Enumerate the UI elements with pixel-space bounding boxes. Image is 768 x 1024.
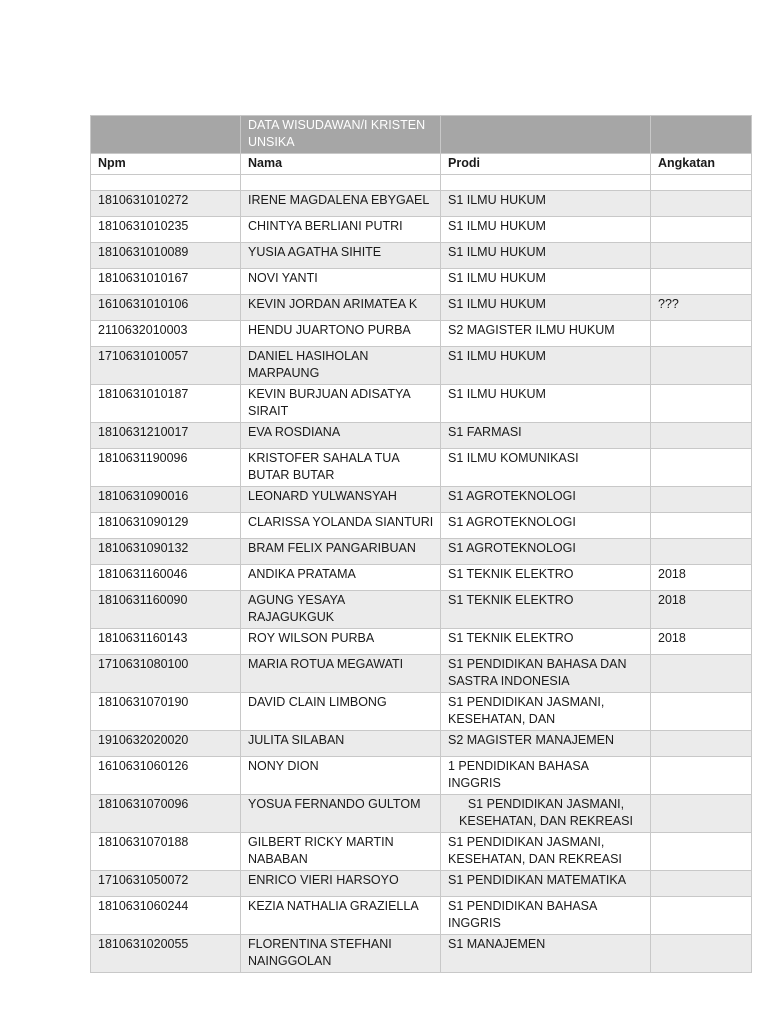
nama-cell: AGUNG YESAYA RAJAGUKGUK xyxy=(241,591,441,629)
nama-cell: NONY DION xyxy=(241,757,441,795)
angkatan-cell xyxy=(651,269,752,295)
prodi-cell: S1 PENDIDIKAN BAHASA INGGRIS xyxy=(441,897,651,935)
table-row xyxy=(91,487,752,513)
angkatan-cell xyxy=(651,513,752,539)
angkatan-cell xyxy=(651,385,752,423)
header-row xyxy=(91,154,752,175)
prodi-cell: S1 ILMU KOMUNIKASI xyxy=(441,449,651,487)
npm-cell: 1710631080100 xyxy=(91,655,241,693)
table-row xyxy=(91,449,752,487)
nama-cell: LEONARD YULWANSYAH xyxy=(241,487,441,513)
nama-cell: GILBERT RICKY MARTIN NABABAN xyxy=(241,833,441,871)
nama-cell: FLORENTINA STEFHANI NAINGGOLAN xyxy=(241,935,441,973)
prodi-cell: S1 ILMU HUKUM xyxy=(441,347,651,385)
angkatan-cell xyxy=(651,243,752,269)
table-row xyxy=(91,513,752,539)
nama-cell: IRENE MAGDALENA EBYGAEL xyxy=(241,191,441,217)
nama-cell: CLARISSA YOLANDA SIANTURI xyxy=(241,513,441,539)
npm-cell: 1810631160046 xyxy=(91,565,241,591)
nama-cell: DANIEL HASIHOLAN MARPAUNG xyxy=(241,347,441,385)
npm-cell: 1810631090132 xyxy=(91,539,241,565)
table-row xyxy=(91,423,752,449)
blank-cell xyxy=(91,175,241,191)
table-row xyxy=(91,217,752,243)
nama-cell: ROY WILSON PURBA xyxy=(241,629,441,655)
nama-cell: YOSUA FERNANDO GULTOM xyxy=(241,795,441,833)
npm-cell: 1810631010235 xyxy=(91,217,241,243)
table-row xyxy=(91,243,752,269)
table-row xyxy=(91,321,752,347)
angkatan-cell xyxy=(651,191,752,217)
table-row xyxy=(91,935,752,973)
npm-cell: 1810631010089 xyxy=(91,243,241,269)
nama-cell: CHINTYA BERLIANI PUTRI xyxy=(241,217,441,243)
prodi-cell: S1 AGROTEKNOLOGI xyxy=(441,487,651,513)
table-row xyxy=(91,295,752,321)
nama-cell: KEVIN JORDAN ARIMATEA K xyxy=(241,295,441,321)
npm-cell: 1810631190096 xyxy=(91,449,241,487)
npm-cell: 1810631010187 xyxy=(91,385,241,423)
prodi-cell: S1 MANAJEMEN xyxy=(441,935,651,973)
angkatan-cell: 2018 xyxy=(651,629,752,655)
prodi-cell: S1 ILMU HUKUM xyxy=(441,295,651,321)
angkatan-cell: ??? xyxy=(651,295,752,321)
nama-cell: ENRICO VIERI HARSOYO xyxy=(241,871,441,897)
table-row xyxy=(91,897,752,935)
prodi-cell: S1 ILMU HUKUM xyxy=(441,191,651,217)
title-spacer-cell xyxy=(651,116,752,154)
npm-cell: 1910632020020 xyxy=(91,731,241,757)
prodi-cell: S1 AGROTEKNOLOGI xyxy=(441,539,651,565)
table-row xyxy=(91,833,752,871)
blank-cell xyxy=(441,175,651,191)
table-row xyxy=(91,591,752,629)
prodi-cell: 1 PENDIDIKAN BAHASA INGGRIS xyxy=(441,757,651,795)
prodi-cell: S1 FARMASI xyxy=(441,423,651,449)
prodi-cell: S1 ILMU HUKUM xyxy=(441,385,651,423)
table-row xyxy=(91,269,752,295)
students-table xyxy=(90,115,752,973)
prodi-cell: S1 PENDIDIKAN JASMANI, KESEHATAN, DAN REKREASI xyxy=(441,795,651,833)
prodi-cell: S1 PENDIDIKAN BAHASA DAN SASTRA INDONESIA xyxy=(441,655,651,693)
blank-cell xyxy=(241,175,441,191)
npm-cell: 1610631010106 xyxy=(91,295,241,321)
prodi-cell: S1 PENDIDIKAN JASMANI, KESEHATAN, DAN xyxy=(441,693,651,731)
angkatan-cell xyxy=(651,347,752,385)
angkatan-cell xyxy=(651,731,752,757)
npm-cell: 1810631160143 xyxy=(91,629,241,655)
title-row xyxy=(91,116,752,154)
prodi-cell: S1 PENDIDIKAN JASMANI, KESEHATAN, DAN REKREASI xyxy=(441,833,651,871)
table-row xyxy=(91,871,752,897)
nama-cell: DAVID CLAIN LIMBONG xyxy=(241,693,441,731)
prodi-cell: S1 ILMU HUKUM xyxy=(441,217,651,243)
npm-cell: 1810631090016 xyxy=(91,487,241,513)
npm-cell: 1810631020055 xyxy=(91,935,241,973)
column-header-prodi: Prodi xyxy=(441,154,651,175)
npm-cell: 1810631090129 xyxy=(91,513,241,539)
title-spacer-cell xyxy=(441,116,651,154)
npm-cell: 1710631050072 xyxy=(91,871,241,897)
blank-cell xyxy=(651,175,752,191)
title-spacer-cell xyxy=(91,116,241,154)
angkatan-cell xyxy=(651,833,752,871)
table-row xyxy=(91,757,752,795)
npm-cell: 2110632010003 xyxy=(91,321,241,347)
table-row xyxy=(91,385,752,423)
angkatan-cell xyxy=(651,487,752,513)
nama-cell: KRISTOFER SAHALA TUA BUTAR BUTAR xyxy=(241,449,441,487)
prodi-cell: S1 TEKNIK ELEKTRO xyxy=(441,565,651,591)
table-row xyxy=(91,731,752,757)
table-title: DATA WISUDAWAN/I KRISTEN UNSIKA xyxy=(241,116,441,154)
npm-cell: 1610631060126 xyxy=(91,757,241,795)
column-header-angkatan: Angkatan xyxy=(651,154,752,175)
nama-cell: BRAM FELIX PANGARIBUAN xyxy=(241,539,441,565)
angkatan-cell xyxy=(651,217,752,243)
column-header-npm: Npm xyxy=(91,154,241,175)
prodi-cell: S2 MAGISTER MANAJEMEN xyxy=(441,731,651,757)
table-row xyxy=(91,795,752,833)
nama-cell: MARIA ROTUA MEGAWATI xyxy=(241,655,441,693)
nama-cell: EVA ROSDIANA xyxy=(241,423,441,449)
prodi-cell: S1 TEKNIK ELEKTRO xyxy=(441,591,651,629)
table-row xyxy=(91,347,752,385)
prodi-cell: S1 PENDIDIKAN MATEMATIKA xyxy=(441,871,651,897)
table-row xyxy=(91,629,752,655)
blank-row xyxy=(91,175,752,191)
npm-cell: 1810631070188 xyxy=(91,833,241,871)
prodi-cell: S1 TEKNIK ELEKTRO xyxy=(441,629,651,655)
angkatan-cell xyxy=(651,693,752,731)
angkatan-cell xyxy=(651,655,752,693)
prodi-cell: S2 MAGISTER ILMU HUKUM xyxy=(441,321,651,347)
npm-cell: 1810631210017 xyxy=(91,423,241,449)
angkatan-cell xyxy=(651,871,752,897)
angkatan-cell: 2018 xyxy=(651,565,752,591)
angkatan-cell: 2018 xyxy=(651,591,752,629)
table-row xyxy=(91,655,752,693)
npm-cell: 1810631070096 xyxy=(91,795,241,833)
table-row xyxy=(91,539,752,565)
angkatan-cell xyxy=(651,539,752,565)
table-row xyxy=(91,693,752,731)
angkatan-cell xyxy=(651,423,752,449)
nama-cell: JULITA SILABAN xyxy=(241,731,441,757)
prodi-cell: S1 AGROTEKNOLOGI xyxy=(441,513,651,539)
nama-cell: HENDU JUARTONO PURBA xyxy=(241,321,441,347)
angkatan-cell xyxy=(651,935,752,973)
nama-cell: KEVIN BURJUAN ADISATYA SIRAIT xyxy=(241,385,441,423)
table-row xyxy=(91,565,752,591)
npm-cell: 1810631010272 xyxy=(91,191,241,217)
column-header-nama: Nama xyxy=(241,154,441,175)
nama-cell: ANDIKA PRATAMA xyxy=(241,565,441,591)
npm-cell: 1810631010167 xyxy=(91,269,241,295)
prodi-cell: S1 ILMU HUKUM xyxy=(441,269,651,295)
angkatan-cell xyxy=(651,321,752,347)
nama-cell: NOVI YANTI xyxy=(241,269,441,295)
angkatan-cell xyxy=(651,897,752,935)
angkatan-cell xyxy=(651,757,752,795)
nama-cell: KEZIA NATHALIA GRAZIELLA xyxy=(241,897,441,935)
angkatan-cell xyxy=(651,795,752,833)
npm-cell: 1810631070190 xyxy=(91,693,241,731)
npm-cell: 1810631060244 xyxy=(91,897,241,935)
nama-cell: YUSIA AGATHA SIHITE xyxy=(241,243,441,269)
table-row xyxy=(91,191,752,217)
prodi-cell: S1 ILMU HUKUM xyxy=(441,243,651,269)
angkatan-cell xyxy=(651,449,752,487)
npm-cell: 1710631010057 xyxy=(91,347,241,385)
npm-cell: 1810631160090 xyxy=(91,591,241,629)
